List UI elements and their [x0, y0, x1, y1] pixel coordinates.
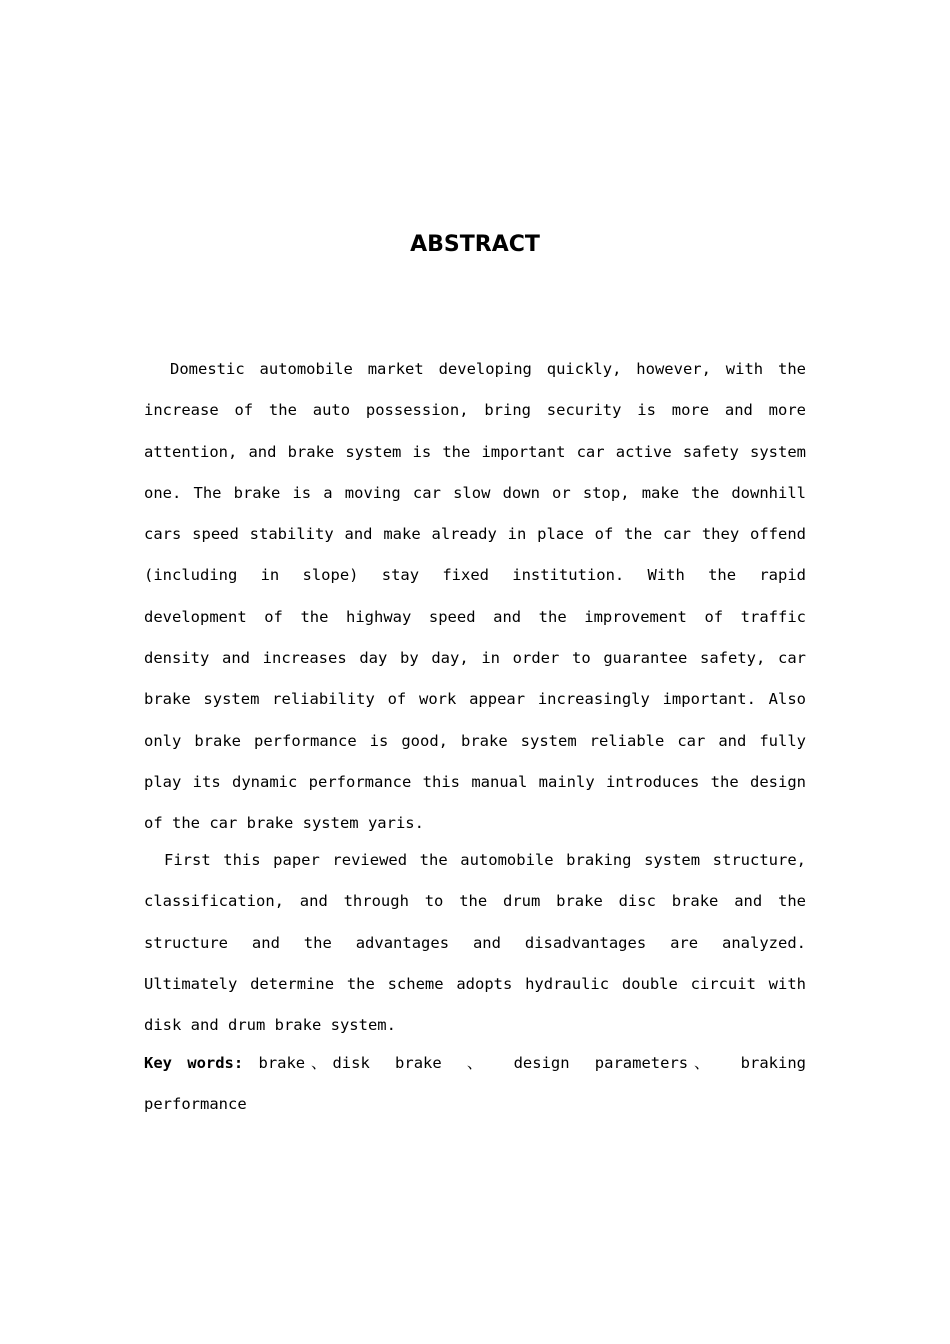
abstract-title: ABSTRACT — [410, 232, 540, 257]
abstract-paragraph-2: First this paper reviewed the automobile braking system structure, classification, and through to the drum brake disc brake and the structure and the advantages and disadvantages are analyzed. Ultimately determine the scheme adopts hydraulic double circuit with disk and drum brake system. — [144, 851, 806, 1035]
keywords-label: Key words: — [144, 1054, 244, 1072]
keywords-list: brake、disk brake 、 design parameters、 braking performance — [144, 1054, 806, 1113]
keywords-line — [144, 1043, 806, 1125]
abstract-paragraph-1: Domestic automobile market developing quickly, however, with the increase of the auto possession, bring security is more and more attention, and brake system is the important car active safety system one. The brake is a moving car slow down or stop, make the downhill cars speed stability and make already in place of the car they offend (including in slope) stay fixed institution. With the rapid development of the highway speed and the improvement of traffic density and increases day by day, in order to guarantee safety, car brake system reliability of work appear increasingly important. Also only brake performance is good, brake system reliable car and fully play its dynamic performance this manual mainly introduces the design of the car brake system yaris. — [144, 360, 806, 833]
